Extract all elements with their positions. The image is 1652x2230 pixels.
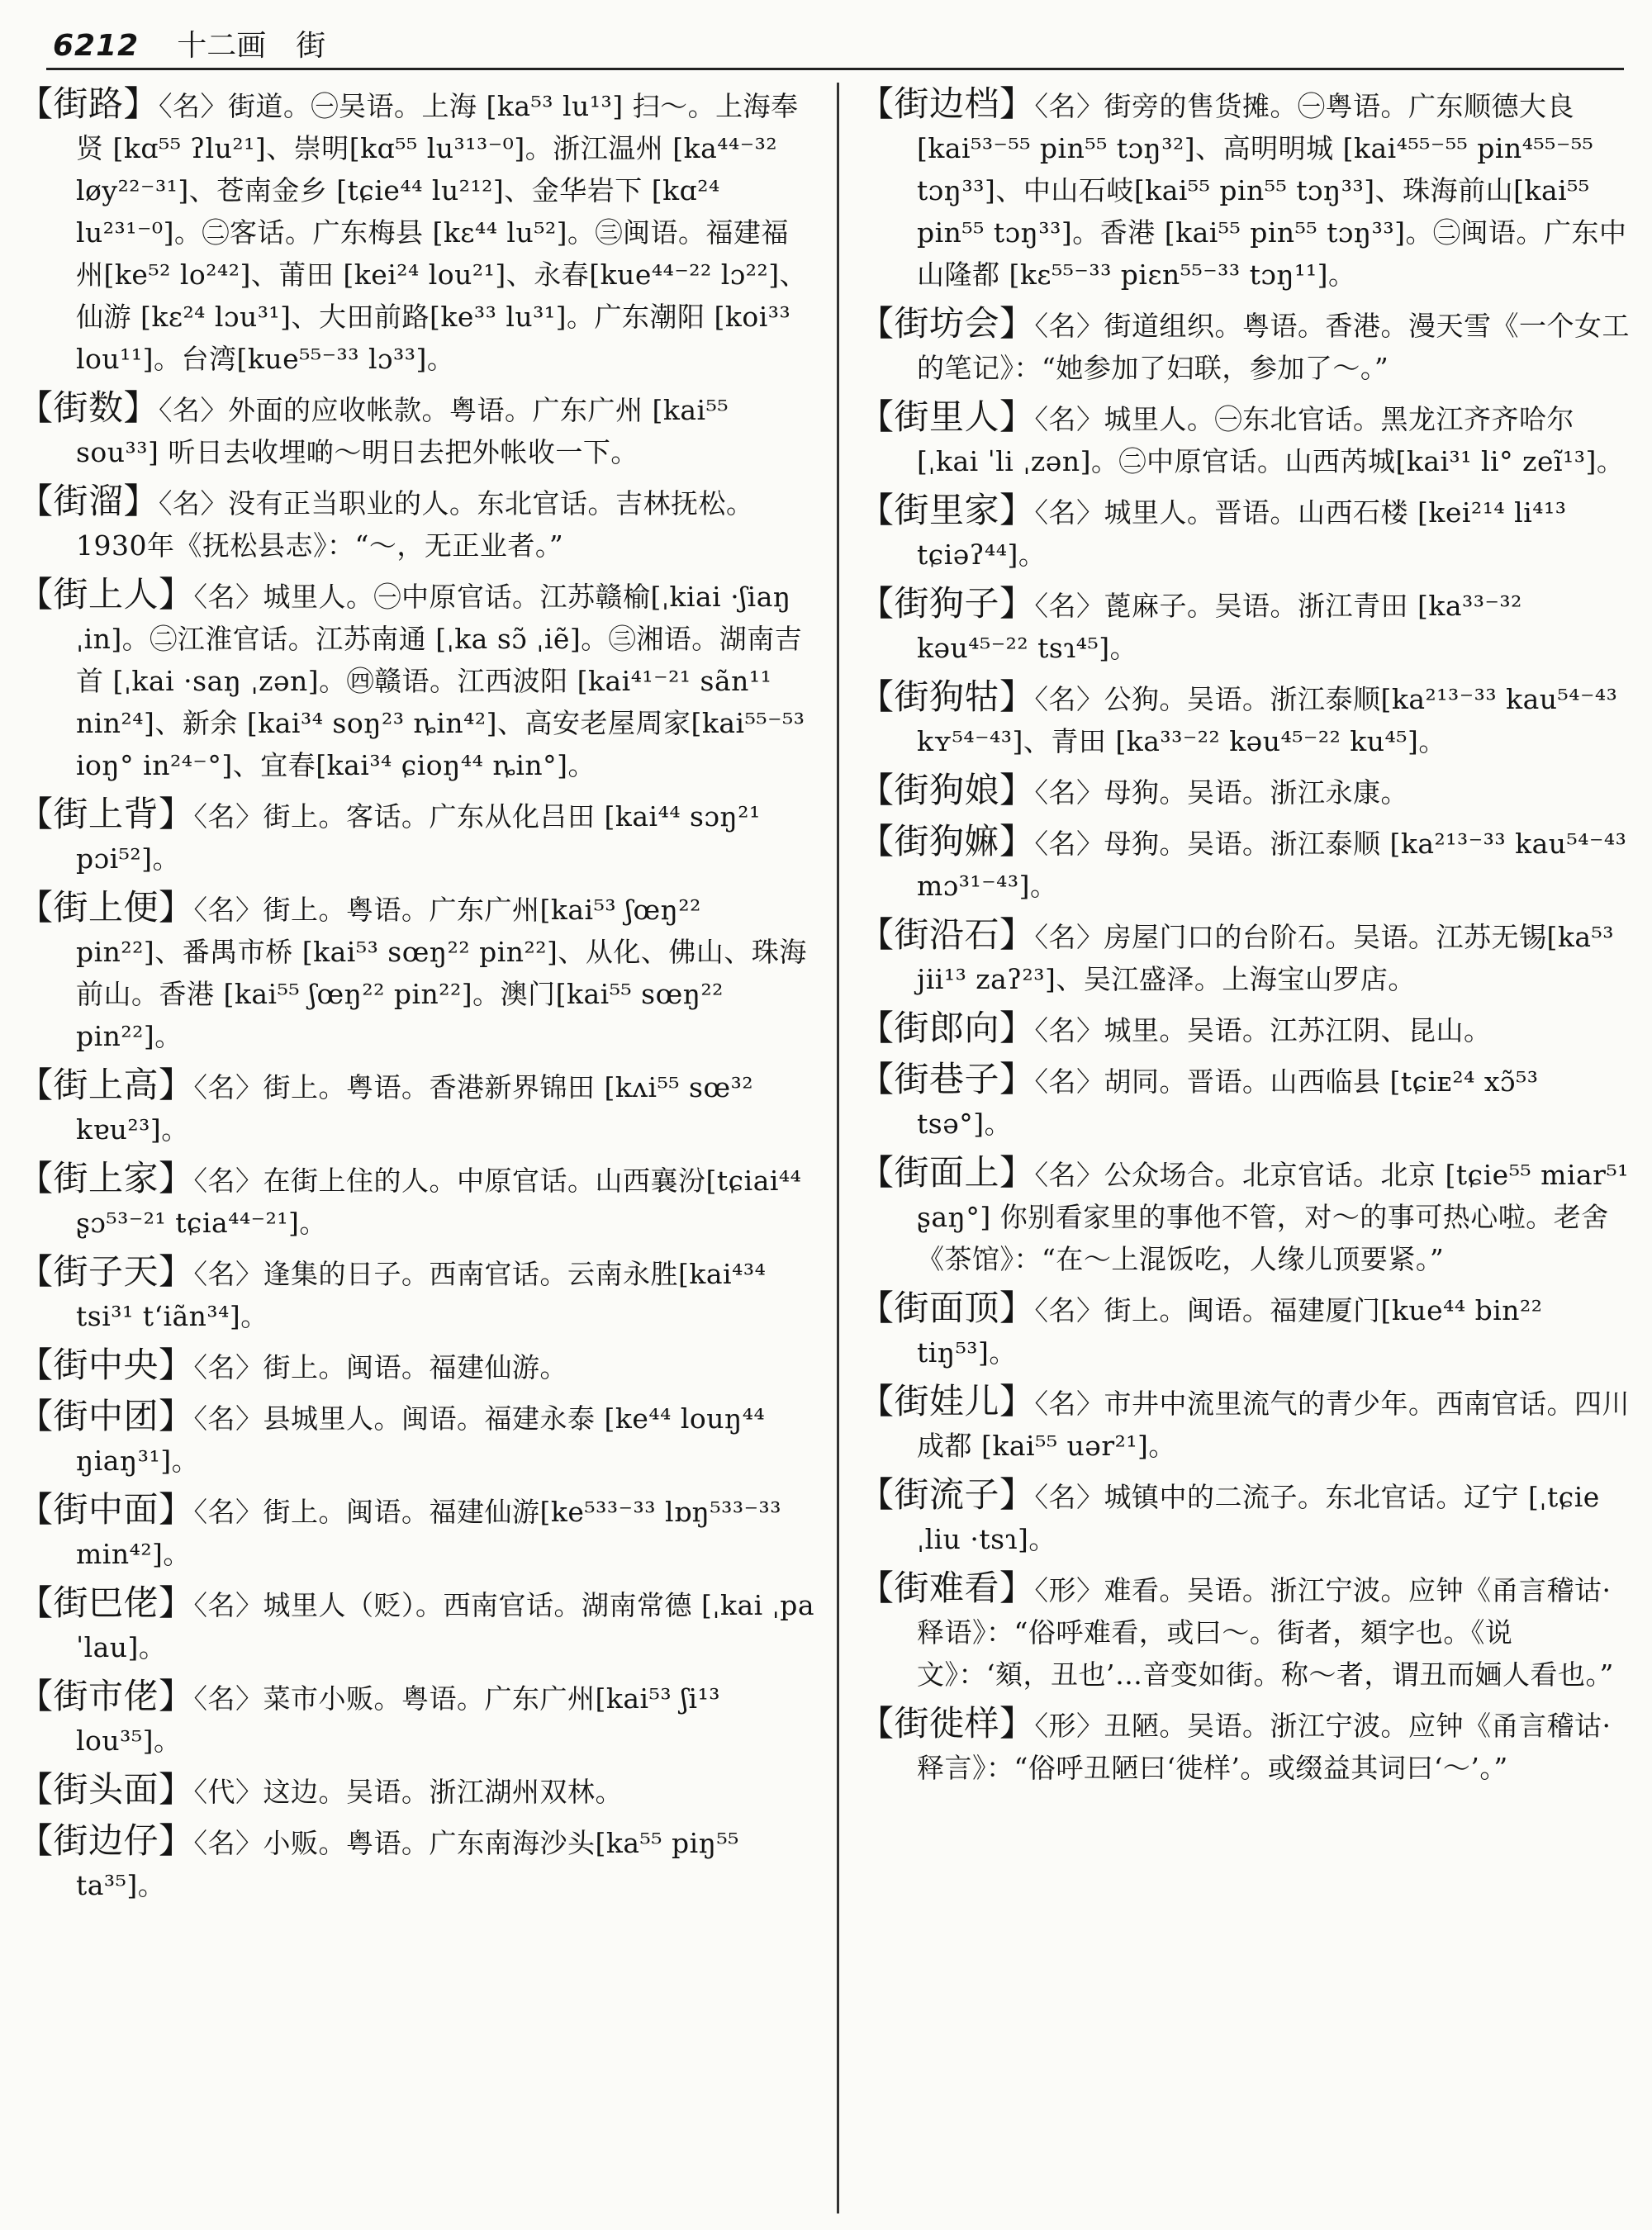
definition: 〈形〉丑陋。吴语。浙江宁波。应钟《甬言稽诂·释言》：“俗呼丑陋曰‘徙样’。或缀益其词曰‘～’。” (917, 1710, 1612, 1784)
dictionary-entry (859, 1007, 1635, 1051)
headword: 【街边仔】 (18, 1820, 194, 1861)
dictionary-entry (859, 302, 1635, 389)
definition: 〈名〉公众场合。北京官话。北京 [tɕie⁵⁵ miar⁵¹ ʂaŋ°] 你别看家里的事他不管，对～的事可热心啦。老舍《茶馆》：“在～上混饭吃，人缘儿顶要紧。” (917, 1159, 1629, 1275)
definition: 〈名〉逢集的日子。西南官话。云南永胜[kai⁴³⁴ tsi³¹ tʻiãn³⁴]。 (76, 1258, 767, 1332)
headword: 【街头面】 (18, 1769, 194, 1810)
headword: 【街子天】 (18, 1251, 194, 1292)
headword: 【街边档】 (859, 83, 1035, 124)
headword: 【街中面】 (18, 1489, 194, 1530)
dictionary-entry (859, 676, 1635, 762)
definition: 〈形〉难看。吴语。浙江宁波。应钟《甬言稽诂·释语》：“俗呼难看，或曰～。街者，頦字也。《说文》：‘頦，丑也’…音变如街。称～者，谓丑而婳人看也。” (917, 1574, 1614, 1691)
definition: 〈名〉城镇中的二流子。东北官话。辽宁 [ˌtɕie ˌliu ·tsɿ]。 (917, 1481, 1600, 1555)
headword: 【街巷子】 (859, 1059, 1035, 1099)
dictionary-entry (859, 1473, 1635, 1560)
page-number: 6212 (53, 29, 140, 63)
headword: 【街面顶】 (859, 1288, 1035, 1328)
dictionary-entry (859, 769, 1635, 814)
headword: 【街数】 (18, 387, 159, 428)
headword: 【街面上】 (859, 1152, 1035, 1193)
definition: 〈名〉街上。闽语。福建仙游。 (193, 1351, 568, 1383)
headword: 【街上便】 (18, 887, 194, 928)
headword: 【街上背】 (18, 794, 194, 834)
dictionary-entry (18, 83, 815, 380)
dictionary-entry (859, 83, 1635, 296)
headword: 【街狗子】 (859, 583, 1035, 624)
headword: 【街上家】 (18, 1158, 194, 1198)
definition: 〈名〉街上。客话。广东从化吕田 [kai⁴⁴ sɔŋ²¹ pɔi⁵²]。 (76, 800, 761, 875)
definition: 〈名〉房屋门口的台阶石。吴语。江苏无锡[ka⁵³ jii¹³ zaʔ²³]、吴江盛泽。上海宝山罗店。 (917, 921, 1615, 995)
headword: 【街流子】 (859, 1474, 1035, 1515)
right-column (859, 83, 1635, 1796)
dictionary-entry (18, 387, 815, 473)
definition: 〈名〉在街上住的人。中原官话。山西襄汾[tɕiai⁴⁴ ʂɔ⁵³⁻²¹ tɕia⁴⁴⁻²¹]。 (76, 1165, 802, 1239)
headword: 【街坊会】 (859, 303, 1035, 344)
dictionary-entry (18, 480, 815, 567)
headword: 【街里家】 (859, 490, 1035, 530)
dictionary-entry (859, 396, 1635, 482)
definition: 〈名〉县城里人。闽语。福建永泰 [ke⁴⁴ louŋ⁴⁴ ŋiaŋ³¹]。 (76, 1402, 766, 1477)
dictionary-entry (18, 793, 815, 880)
dictionary-entry (18, 1395, 815, 1482)
definition: 〈名〉街上。粤语。香港新界锦田 [kʌi⁵⁵ sœ³² kɐu²³]。 (76, 1071, 754, 1146)
dictionary-entry (859, 1058, 1635, 1145)
dictionary-entry (18, 573, 815, 786)
headword: 【街狗牯】 (859, 676, 1035, 717)
dictionary-entry (18, 1488, 815, 1575)
dictionary-entry (859, 489, 1635, 576)
definition: 〈名〉菜市小贩。粤语。广东广州[kai⁵³ ʃi¹³ lou³⁵]。 (76, 1682, 721, 1757)
definition: 〈名〉城里人。㊀中原官话。江苏赣榆[ˌkiai ·ʃiaŋ ˌin]。㊁江淮官话。江苏南通 [ˌka sɔ̃ ˌiẽ]。㊂湘语。湖南吉首 [ˌkai ·saŋ ˌzən]。㊃赣语。江西波阳 [kai⁴¹⁻²¹ sãn¹¹ nin²⁴]、新余 [kai³⁴ soŋ²³ ȵin⁴²]、高安老屋周家[kai⁵⁵⁻⁵³ ioŋ° in²⁴⁻°]、宜春[kai³⁴ ɕioŋ⁴⁴ ȵin°]。 (76, 581, 805, 781)
dictionary-entry (859, 1702, 1635, 1789)
definition: 〈名〉没有正当职业的人。东北官话。吉林抚松。1930年《抚松县志》：“～，无正业者。” (76, 487, 754, 562)
definition: 〈名〉外面的应收帐款。粤语。广东广州 [kai⁵⁵ sou³³] 听日去收埋啲～明日去把外帐收一下。 (76, 394, 729, 468)
definition: 〈名〉城里人（贬）。西南官话。湖南常德 [ˌkai ˌpa ˈlau]。 (76, 1589, 815, 1663)
definition: 〈名〉公狗。吴语。浙江泰顺[ka²¹³⁻³³ kau⁵⁴⁻⁴³ kʏ⁵⁴⁻⁴³]、青田 [ka³³⁻²² kəu⁴⁵⁻²² ku⁴⁵]。 (917, 683, 1618, 757)
header-rule (46, 68, 1624, 70)
dictionary-entry (18, 1064, 815, 1151)
headword: 【街里人】 (859, 396, 1035, 437)
definition: 〈名〉母狗。吴语。浙江永康。 (1034, 776, 1409, 809)
headword: 【街中央】 (18, 1345, 194, 1385)
definition: 〈名〉街上。闽语。福建厦门[kue⁴⁴ bin²² tiŋ⁵³]。 (917, 1294, 1543, 1369)
headword: 【街沿石】 (859, 914, 1035, 955)
dictionary-entry (859, 1567, 1635, 1696)
section-title: 十二画 街 (177, 29, 326, 63)
dictionary-entry (18, 1250, 815, 1337)
definition: 〈名〉街旁的售货摊。㊀粤语。广东顺德大良[kai⁵³⁻⁵⁵ pin⁵⁵ tɔŋ³²]、高明明城 [kai⁴⁵⁵⁻⁵⁵ pin⁴⁵⁵⁻⁵⁵ tɔŋ³³]、中山石岐[kai⁵⁵ pin⁵⁵ tɔŋ³³]、珠海前山[kai⁵⁵ pin⁵⁵ tɔŋ³³]。香港 [kai⁵⁵ pin⁵⁵ tɔŋ³³]。㊁闽语。广东中山隆都 [kɛ⁵⁵⁻³³ piɛn⁵⁵⁻³³ tɔŋ¹¹]。 (917, 90, 1627, 291)
headword: 【街难看】 (859, 1568, 1035, 1608)
headword: 【街狗嫲】 (859, 821, 1035, 861)
dictionary-entry (18, 1157, 815, 1244)
headword: 【街路】 (18, 83, 159, 124)
definition: 〈名〉蓖麻子。吴语。浙江青田 [ka³³⁻³² kəu⁴⁵⁻²² tsɿ⁴⁵]。 (917, 590, 1522, 664)
definition: 〈名〉城里人。晋语。山西石楼 [kei²¹⁴ li⁴¹³ tɕiəʔ⁴⁴]。 (917, 496, 1567, 571)
page-header (53, 18, 1619, 66)
dictionary-entry (18, 886, 815, 1057)
definition: 〈名〉街道。㊀吴语。上海 [ka⁵³ lu¹³] 扫～。上海奉贤 [kɑ⁵⁵ ʔlu²¹]、崇明[kɑ⁵⁵ lu³¹³⁻⁰]。浙江温州 [ka⁴⁴⁻³² løy²²⁻³¹]、苍南金乡 [tɕie⁴⁴ lu²¹²]、金华岩下 [kɑ²⁴ lu²³¹⁻⁰]。㊁客话。广东梅县 [kɛ⁴⁴ lu⁵²]。㊂闽语。福建福州[ke⁵² lo²⁴²]、莆田 [kei²⁴ lou²¹]、永春[kue⁴⁴⁻²² lɔ²²]、仙游 [kɛ²⁴ lɔu³¹]、大田前路[ke³³ lu³¹]。广东潮阳 [koi³³ lou¹¹]。台湾[kue⁵⁵⁻³³ lɔ³³]。 (76, 90, 808, 375)
definition: 〈名〉小贩。粤语。广东南海沙头[ka⁵⁵ piŋ⁵⁵ ta³⁵]。 (76, 1827, 739, 1901)
definition: 〈名〉胡同。晋语。山西临县 [tɕiᴇ²⁴ xɔ̃⁵³ tsə°]。 (917, 1065, 1539, 1140)
dictionary-entry (18, 1768, 815, 1813)
dictionary-entry (18, 1675, 815, 1762)
dictionary-entry (859, 1380, 1635, 1467)
definition: 〈名〉城里。吴语。江苏江阴、昆山。 (1034, 1014, 1492, 1046)
dictionary-entry (18, 1820, 815, 1906)
left-column (18, 83, 815, 1913)
headword: 【街中团】 (18, 1396, 194, 1436)
headword: 【街狗娘】 (859, 770, 1035, 810)
column-divider (837, 83, 839, 2213)
headword: 【街郎向】 (859, 1008, 1035, 1048)
headword: 【街市佬】 (18, 1676, 194, 1716)
definition: 〈名〉市井中流里流气的青少年。西南官话。四川成都 [kai⁵⁵ uər²¹]。 (917, 1388, 1631, 1462)
definition: 〈名〉母狗。吴语。浙江泰顺 [ka²¹³⁻³³ kau⁵⁴⁻⁴³ mɔ³¹⁻⁴³]。 (917, 828, 1627, 902)
headword: 【街巴佬】 (18, 1582, 194, 1623)
headword: 【街上人】 (18, 574, 194, 614)
definition: 〈名〉街上。闽语。福建仙游[ke⁵³³⁻³³ lɒŋ⁵³³⁻³³ min⁴²]。 (76, 1496, 781, 1570)
definition: 〈代〉这边。吴语。浙江湖州双林。 (193, 1776, 624, 1808)
headword: 【街溜】 (18, 481, 159, 521)
headword: 【街徙样】 (859, 1703, 1035, 1744)
headword: 【街上高】 (18, 1065, 194, 1105)
dictionary-entry (18, 1582, 815, 1668)
headword: 【街娃儿】 (859, 1381, 1035, 1421)
dictionary-entry (18, 1344, 815, 1388)
dictionary-entry (859, 1151, 1635, 1280)
definition: 〈名〉街上。粤语。广东广州[kai⁵³ ʃœŋ²² pin²²]、番禺市桥 [kai⁵³ sœŋ²² pin²²]、从化、佛山、珠海前山。香港 [kai⁵⁵ ʃœŋ²² pin²²]。澳门[kai⁵⁵ sœŋ²² pin²²]。 (76, 894, 807, 1052)
dictionary-entry (859, 913, 1635, 1000)
definition: 〈名〉街道组织。粤语。香港。漫天雪《一个女工的笔记》：“她参加了妇联，参加了～。” (917, 310, 1631, 384)
dictionary-entry (859, 1287, 1635, 1374)
definition: 〈名〉城里人。㊀东北官话。黑龙江齐齐哈尔[ˌkai ˈli ˌzən]。㊁中原官话。山西芮城[kai³¹ li° zeĩ¹³]。 (917, 403, 1625, 477)
dictionary-entry (859, 820, 1635, 907)
dictionary-entry (859, 582, 1635, 669)
